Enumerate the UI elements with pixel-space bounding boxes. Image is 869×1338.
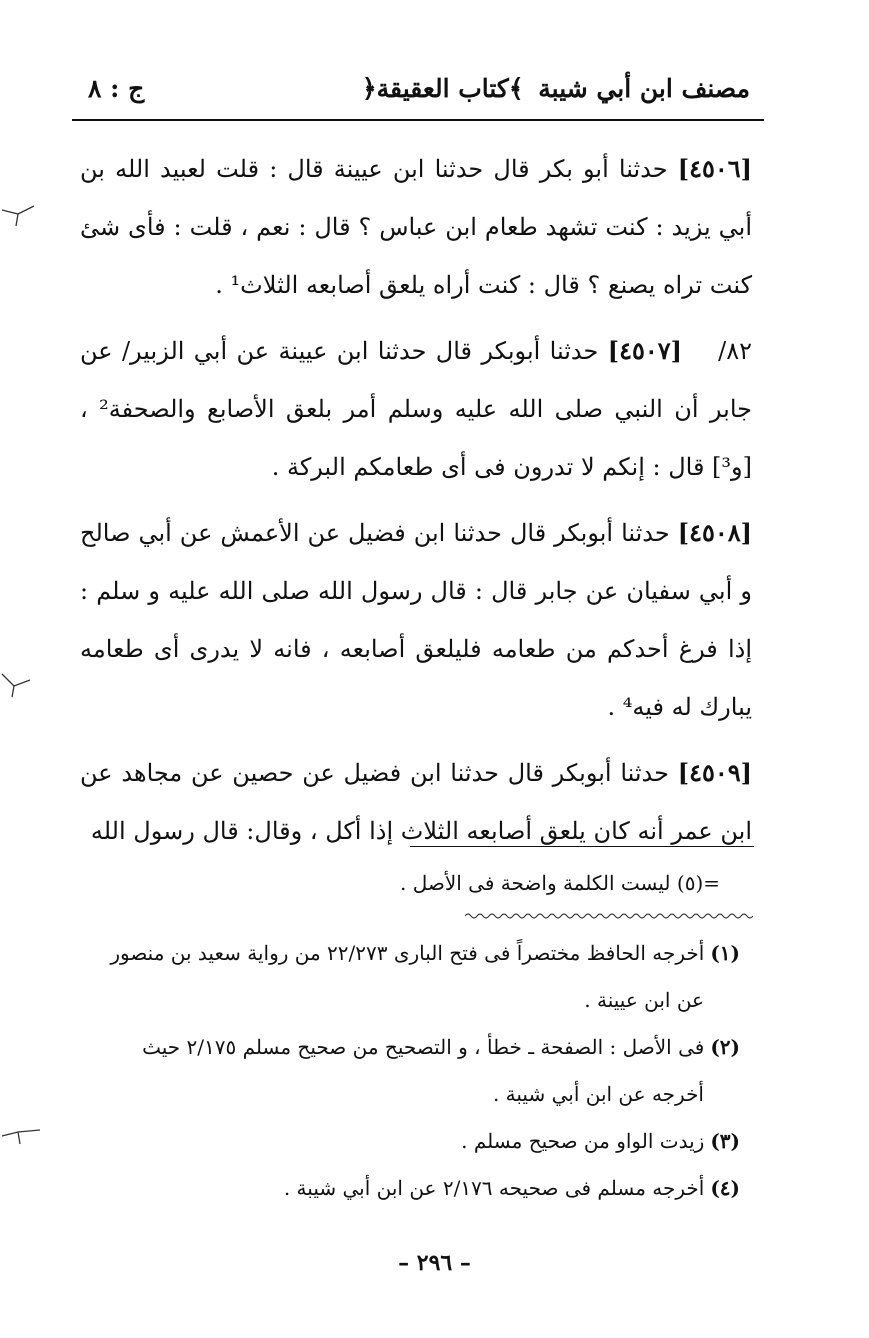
- hadith-number: [٤٥٠٦]: [677, 154, 752, 183]
- hadith-body: حدثنا أبوبكر قال حدثنا ابن عيينة عن أبي الزبير/ عن جابر أن النبي صلى الله عليه وسلم أمر بلعق الأصابع والصحفة² ، [و³] قال : إنكم لا تدرون فى أى طعامكم البركة .: [80, 337, 752, 481]
- footnote-text: زيدت الواو من صحيح مسلم .: [461, 1129, 705, 1153]
- book-title: مصنف ابن أبي شيبة: [538, 74, 750, 103]
- chapter-title: ﴿كتاب العقيقة﴾: [362, 74, 524, 103]
- hadith-number: [٤٥٠٨]: [677, 518, 752, 547]
- footnote-continuation: أخرجه عن ابن أبي شيبة .: [492, 1082, 704, 1106]
- margin-mark: [0, 668, 40, 698]
- margin-mark: [0, 198, 40, 228]
- footnote-number: (١): [710, 941, 740, 965]
- header-divider: [72, 119, 764, 121]
- hadith-number: [٤٥٠٧]: [607, 336, 682, 365]
- footnote-number: (٤): [710, 1176, 740, 1200]
- page-number: – ٢٩٦ –: [398, 1250, 471, 1276]
- hadith-paragraph: [80, 744, 752, 860]
- hadith-body: حدثنا أبو بكر قال حدثنا ابن عيينة قال : قلت لعبيد الله بن أبي يزيد : كنت تشهد طعام ابن عباس ؟ قال : نعم ، قلت : فأى شئ كنت تراه يصنع ؟ قال : كنت أراه يلعق أصابعه الثلاث¹ .: [80, 155, 752, 299]
- editor-note: =(٥) ليست الكلمة واضحة فى الأصل .: [400, 871, 720, 895]
- hadith-paragraph: [80, 322, 752, 496]
- footnote-text: فى الأصل : الصفحة ـ خطأ ، و التصحيح من صحيح مسلم ٢/١٧٥ حيث: [142, 1035, 705, 1059]
- margin-mark: [0, 1118, 40, 1148]
- volume-number: ج : ٨: [88, 74, 145, 103]
- footnote: [80, 1024, 740, 1071]
- footnote-text: أخرجه مسلم فى صحيحه ٢/١٧٦ عن ابن أبي شيبة .: [283, 1176, 705, 1200]
- hadith-body: حدثنا أبوبكر قال حدثنا ابن فضيل عن الأعمش عن أبي صالح و أبي سفيان عن جابر قال : قال رسول الله صلى الله عليه و سلم : إذا فرغ أحدكم من طعامه فليلعق أصابعه ، فانه لا يدرى أى طعامه يبارك له فيه⁴ .: [80, 519, 752, 721]
- hadith-number: [٤٥٠٩]: [677, 758, 752, 787]
- hadith-paragraph: [80, 140, 752, 314]
- hadith-text: [80, 140, 752, 860]
- footnote-continuation: عن ابن عيينة .: [584, 988, 704, 1012]
- wavy-divider: [465, 912, 753, 920]
- footnote-divider: [410, 846, 754, 847]
- hadith-body: حدثنا أبوبكر قال حدثنا ابن فضيل عن حصين عن مجاهد عن ابن عمر أنه كان يلعق أصابعه الثلاث إذا أكل ، وقال: قال رسول الله: [80, 759, 752, 845]
- hadith-paragraph: [80, 504, 752, 736]
- running-header: [72, 72, 762, 112]
- footnote-number: (٣): [710, 1129, 740, 1153]
- footnote: [80, 930, 740, 977]
- manuscript-folio-marker: ٨٢/: [718, 337, 752, 365]
- footnotes: [80, 930, 740, 1212]
- footnote-number: (٢): [710, 1035, 740, 1059]
- footnote: [80, 1165, 740, 1212]
- footnote: [80, 1118, 740, 1165]
- footnote-text: أخرجه الحافظ مختصراً فى فتح البارى ٢٢/٢٧٣ من رواية سعيد بن منصور: [110, 941, 705, 965]
